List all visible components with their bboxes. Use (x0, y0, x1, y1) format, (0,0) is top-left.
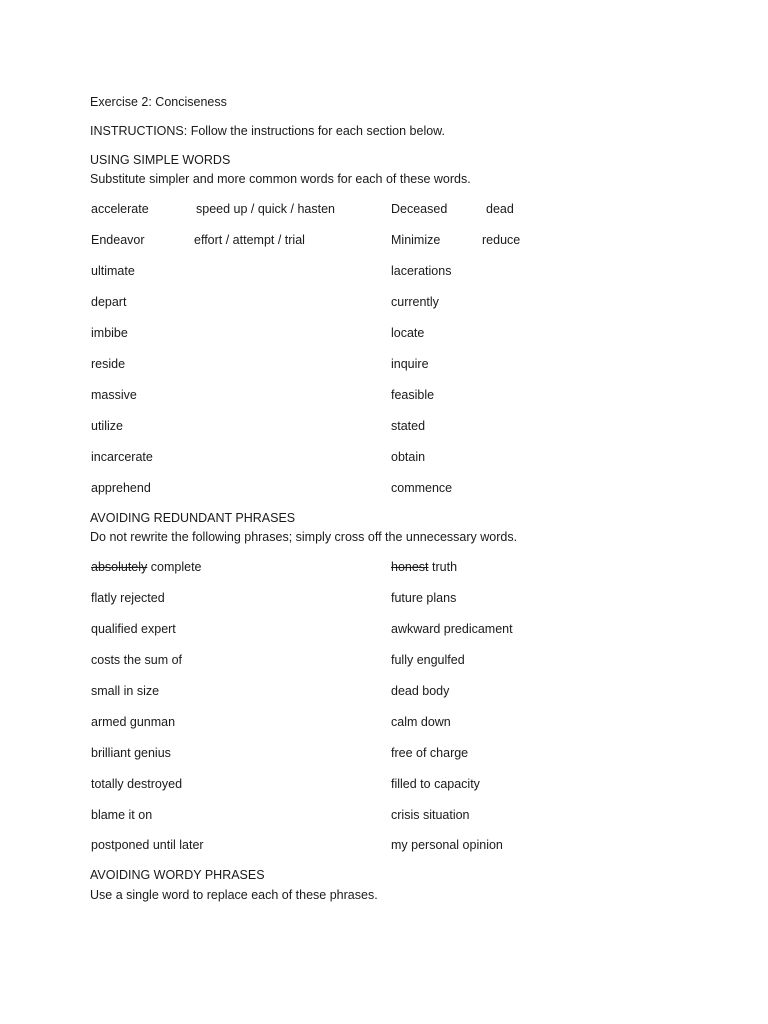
redundant-phrase-right (391, 559, 457, 575)
redundant-phrase-right: my personal opinion (391, 838, 503, 852)
simple-word-left: imbibe (91, 326, 128, 340)
simple-word-right: locate (391, 326, 425, 340)
simple-word-right: inquire (391, 357, 429, 371)
simple-words-heading: USING SIMPLE WORDS (90, 153, 231, 167)
struck-word: absolutely (91, 560, 148, 574)
simple-word-right-answer: reduce (482, 233, 521, 247)
simple-word-left: utilize (91, 419, 123, 433)
redundant-phrase-left: totally destroyed (91, 777, 183, 791)
simple-word-left-answer: speed up / quick / hasten (196, 202, 335, 216)
redundant-phrase-left: postponed until later (91, 838, 204, 852)
redundant-phrase-left: flatly rejected (91, 591, 165, 605)
redundant-phrase-right: fully engulfed (391, 653, 465, 667)
redundant-phrase-left: blame it on (91, 808, 153, 822)
simple-word-right: Deceased (391, 202, 448, 216)
simple-word-right: currently (391, 295, 439, 309)
simple-word-left: accelerate (91, 202, 149, 216)
redundant-phrase-left: brilliant genius (91, 746, 171, 760)
simple-word-right: Minimize (391, 233, 441, 247)
redundant-phrase-left: qualified expert (91, 622, 176, 636)
redundant-phrase-right: calm down (391, 715, 451, 729)
simple-word-right-answer: dead (486, 202, 514, 216)
simple-word-left: depart (91, 295, 127, 309)
simple-word-right: lacerations (391, 264, 452, 278)
simple-word-left: ultimate (91, 264, 135, 278)
phrase-rest: truth (428, 560, 458, 574)
redundant-phrase-left: costs the sum of (91, 653, 183, 667)
redundant-subtext: Do not rewrite the following phrases; simply cross off the unnecessary words. (90, 530, 518, 544)
simple-word-left: incarcerate (91, 450, 153, 464)
redundant-phrase-right: dead body (391, 684, 450, 698)
simple-word-left: massive (91, 388, 137, 402)
simple-word-right: stated (391, 419, 426, 433)
simple-word-left: Endeavor (91, 233, 145, 247)
struck-word: honest (391, 560, 429, 574)
simple-words-subtext: Substitute simpler and more common words for each of these words. (90, 172, 471, 186)
wordy-heading: AVOIDING WORDY PHRASES (90, 868, 265, 882)
redundant-phrase-left (91, 559, 202, 575)
simple-word-left: apprehend (91, 481, 151, 495)
redundant-heading: AVOIDING REDUNDANT PHRASES (90, 511, 296, 525)
simple-word-left-answer: effort / attempt / trial (194, 233, 305, 247)
redundant-phrase-right: free of charge (391, 746, 469, 760)
phrase-rest: complete (147, 560, 202, 574)
instructions: INSTRUCTIONS: Follow the instructions for each section below. (90, 124, 445, 138)
simple-word-left: reside (91, 357, 126, 371)
redundant-phrase-right: future plans (391, 591, 457, 605)
simple-word-right: commence (391, 481, 453, 495)
simple-word-right: feasible (391, 388, 435, 402)
wordy-subtext: Use a single word to replace each of these phrases. (90, 888, 378, 902)
redundant-phrase-left: armed gunman (91, 715, 176, 729)
redundant-phrase-left: small in size (91, 684, 160, 698)
redundant-phrase-right: filled to capacity (391, 777, 480, 791)
simple-word-right: obtain (391, 450, 426, 464)
redundant-phrase-right: crisis situation (391, 808, 470, 822)
redundant-phrase-right: awkward predicament (391, 622, 513, 636)
exercise-title: Exercise 2: Conciseness (90, 95, 227, 109)
